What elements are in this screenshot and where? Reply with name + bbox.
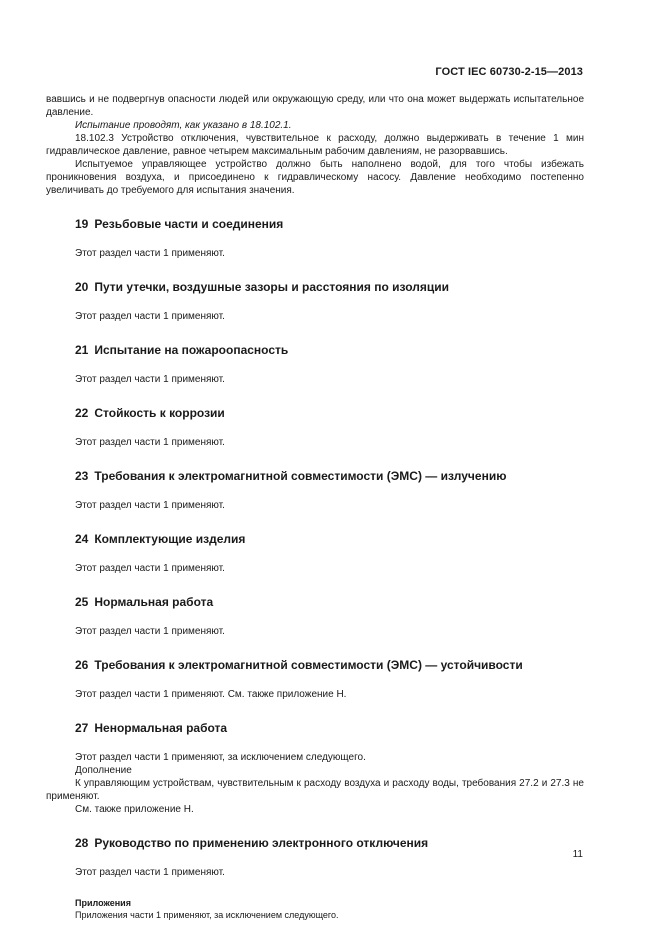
intro-paragraph-2: Испытание проводят, как указано в 18.102.1. — [75, 120, 292, 131]
intro-paragraph-4: Испытуемое управляющее устройство должно быть наполнено водой, для того чтобы избежать проникновения воздуха, и присоединено к гидравлическому насосу. Давление необходимо постепенно увеличивать до требуемого для испытания значения. — [46, 159, 584, 196]
section-heading-20: 20 Пути утечки, воздушные зазоры и расстояния по изоляции — [75, 280, 449, 294]
section-text-19: Этот раздел части 1 применяют. — [75, 248, 225, 259]
section-text-25: Этот раздел части 1 применяют. — [75, 626, 225, 637]
section-heading-27: 27 Ненормальная работа — [75, 721, 228, 735]
section-heading-21: 21 Испытание на пожароопасность — [75, 343, 289, 357]
document-header: ГОСТ IEC 60730-2-15—2013 — [435, 66, 583, 78]
section-heading-25: 25 Нормальная работа — [75, 595, 214, 609]
section-text-20: Этот раздел части 1 применяют. — [75, 311, 225, 322]
appendices-title: Приложения — [75, 898, 131, 908]
page-number: 11 — [572, 849, 583, 860]
section-text-28: Этот раздел части 1 применяют. — [75, 867, 225, 878]
section-text-26: Этот раздел части 1 применяют. См. также приложение Н. — [75, 689, 347, 700]
section-27-addition-text: К управляющим устройствам, чувствительным к расходу воздуха и расходу воды, требования 27.2 и 27.3 не применяют. — [46, 778, 584, 802]
intro-paragraph-1: вавшись и не подвергнув опасности людей или окружающую среду, или что она может выдержать испытательное давление. — [46, 94, 584, 118]
section-text-21: Этот раздел части 1 применяют. — [75, 374, 225, 385]
section-heading-19: 19 Резьбовые части и соединения — [75, 217, 284, 231]
section-text-27: Этот раздел части 1 применяют, за исключением следующего. — [75, 752, 366, 763]
section-heading-23: 23 Требования к электромагнитной совместимости (ЭМС) — излучению — [75, 469, 507, 483]
section-heading-26: 26 Требования к электромагнитной совместимости (ЭМС) — устойчивости — [75, 658, 523, 672]
section-27-addition-label: Дополнение — [75, 765, 132, 776]
appendices-text: Приложения части 1 применяют, за исключением следующего. — [75, 910, 339, 920]
section-text-24: Этот раздел части 1 применяют. — [75, 563, 225, 574]
intro-paragraph-3: 18.102.3 Устройство отключения, чувствительное к расходу, должно выдерживать в течение 1 мин гидравлическое давление, равное четырем максимальным рабочим давлениям, не разорвавшись. — [46, 133, 584, 157]
section-27-see-also: См. также приложение Н. — [75, 804, 194, 815]
section-heading-28: 28 Руководство по применению электронного отключения — [75, 836, 429, 850]
section-text-22: Этот раздел части 1 применяют. — [75, 437, 225, 448]
section-heading-24: 24 Комплектующие изделия — [75, 532, 246, 546]
section-text-23: Этот раздел части 1 применяют. — [75, 500, 225, 511]
section-heading-22: 22 Стойкость к коррозии — [75, 406, 225, 420]
page-content — [46, 93, 584, 921]
